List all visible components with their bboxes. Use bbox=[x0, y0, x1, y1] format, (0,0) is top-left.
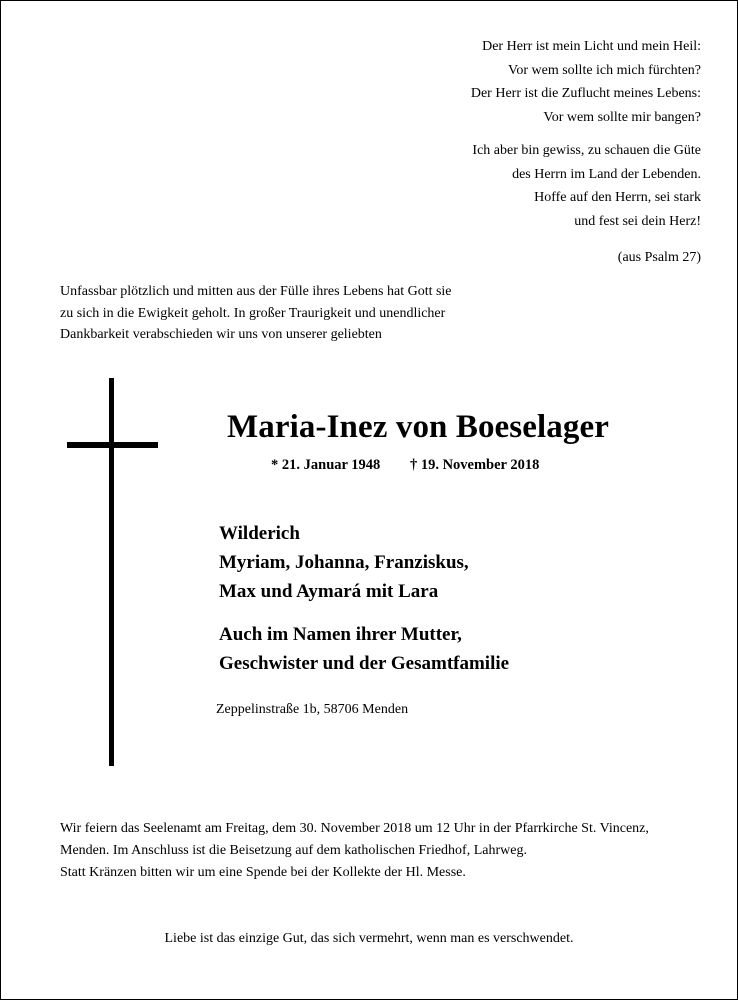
mourner-line: Myriam, Johanna, Franziskus, bbox=[219, 552, 469, 573]
psalm-line: Vor wem sollte ich mich fürchten? bbox=[508, 62, 701, 78]
psalm-line: Der Herr ist die Zuflucht meines Lebens: bbox=[470, 86, 701, 101]
closing-quote: Liebe ist das einzige Gut, das sich vermehrt, wenn man es verschwendet. bbox=[164, 931, 574, 946]
cross-vertical-bar bbox=[109, 378, 114, 766]
psalm-line: Hoffe auf den Herrn, sei stark bbox=[534, 190, 701, 205]
deceased-name: Maria-Inez von Boeselager bbox=[227, 409, 609, 445]
service-line: Wir feiern das Seelenamt am Freitag, dem 30. November 2018 um 12 Uhr in der Pfarrkirche St. Vincenz, bbox=[60, 821, 649, 836]
life-dates bbox=[271, 457, 565, 474]
psalm-line: des Herrn im Land der Lebenden. bbox=[512, 166, 701, 182]
psalm-line: Vor wem sollte mir bangen? bbox=[543, 109, 701, 125]
cross-horizontal-bar bbox=[67, 442, 158, 448]
psalm-line: Ich aber bin gewiss, zu schauen die Güte bbox=[472, 143, 701, 158]
extended-family-line: Auch im Namen ihrer Mutter, bbox=[219, 624, 462, 645]
service-line: Statt Kränzen bitten wir um eine Spende bei der Kollekte der Hl. Messe. bbox=[60, 865, 466, 880]
psalm-source: (aus Psalm 27) bbox=[617, 250, 701, 265]
extended-family bbox=[219, 620, 509, 678]
psalm-verse bbox=[301, 35, 701, 270]
psalm-line: Der Herr ist mein Licht und mein Heil: bbox=[482, 39, 701, 54]
intro-text bbox=[60, 281, 520, 346]
psalm-line: und fest sei dein Herz! bbox=[574, 213, 701, 229]
address: Zeppelinstraße 1b, 58706 Menden bbox=[216, 702, 409, 717]
mourners-list bbox=[219, 519, 469, 606]
service-info bbox=[60, 818, 720, 884]
extended-family-line: Geschwister und der Gesamtfamilie bbox=[219, 653, 510, 674]
service-line: Menden. Im Anschluss ist die Beisetzung auf dem katholischen Friedhof, Lahrweg. bbox=[60, 843, 527, 858]
psalm-stanza-2 bbox=[301, 139, 701, 233]
intro-line: zu sich in die Ewigkeit geholt. In großer Traurigkeit und unendlicher bbox=[60, 305, 446, 321]
intro-line: Unfassbar plötzlich und mitten aus der Fülle ihres Lebens hat Gott sie bbox=[60, 284, 452, 299]
birth-date: * 21. Januar 1948 bbox=[271, 457, 381, 473]
mourner-line: Wilderich bbox=[219, 523, 300, 544]
psalm-stanza-1 bbox=[301, 35, 701, 129]
mourner-line: Max und Aymará mit Lara bbox=[219, 581, 439, 602]
intro-line: Dankbarkeit verabschieden wir uns von unserer geliebten bbox=[60, 327, 382, 342]
death-date: † 19. November 2018 bbox=[409, 457, 540, 473]
